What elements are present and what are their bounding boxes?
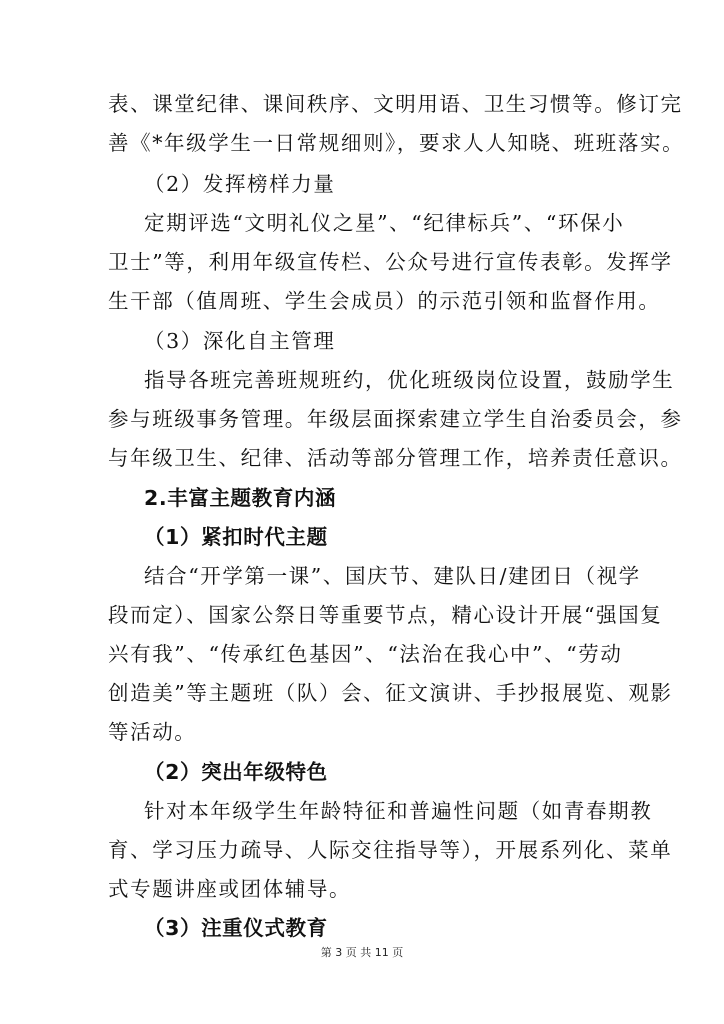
text-line: 等活动。: [108, 720, 197, 744]
text-line: 卫士”等，利用年级宣传栏、公众号进行宣传表彰。发挥学: [108, 250, 673, 274]
text-line: 针对本年级学生年龄特征和普遍性问题（如青春期教: [144, 799, 653, 823]
section-heading: 2.丰富主题教育内涵: [144, 486, 337, 510]
subheading: （2）突出年级特色: [144, 760, 328, 784]
subheading: （3）深化自主管理: [144, 329, 336, 353]
text-line: 结合“开学第一课”、国庆节、建队日/建团日（视学: [144, 564, 641, 588]
text-line: 指导各班完善班规班约，优化班级岗位设置，鼓励学生: [144, 368, 675, 392]
text-line: 式专题讲座或团体辅导。: [108, 877, 352, 901]
text-line: 兴有我”、“传承红色基因”、“法治在我心中”、“劳动: [108, 642, 623, 666]
text-line: 与年级卫生、纪律、活动等部分管理工作，培养责任意识。: [108, 446, 683, 470]
text-line: 表、课堂纪律、课间秩序、文明用语、卫生习惯等。修订完: [108, 92, 683, 116]
text-line: 生干部（值周班、学生会成员）的示范引领和监督作用。: [108, 289, 661, 313]
text-line: 定期评选“文明礼仪之星”、“纪律标兵”、“环保小: [144, 211, 625, 235]
subheading: （2）发挥榜样力量: [144, 172, 336, 196]
subheading: （1）紧扣时代主题: [144, 525, 328, 549]
text-line: 育、学习压力疏导、人际交往指导等），开展系列化、菜单: [108, 838, 673, 862]
text-line: 创造美”等主题班（队）会、征文演讲、手抄报展览、观影: [108, 681, 673, 705]
subheading: （3）注重仪式教育: [144, 916, 328, 940]
text-line: 参与班级事务管理。年级层面探索建立学生自治委员会，参: [108, 407, 683, 431]
text-line: 段而定）、国家公祭日等重要节点，精心设计开展“强国复: [108, 603, 663, 627]
text-line: 善《*年级学生一日常规细则》，要求人人知晓、班班落实。: [108, 131, 685, 155]
page-footer: 第 3 页 共 11 页: [320, 946, 404, 959]
